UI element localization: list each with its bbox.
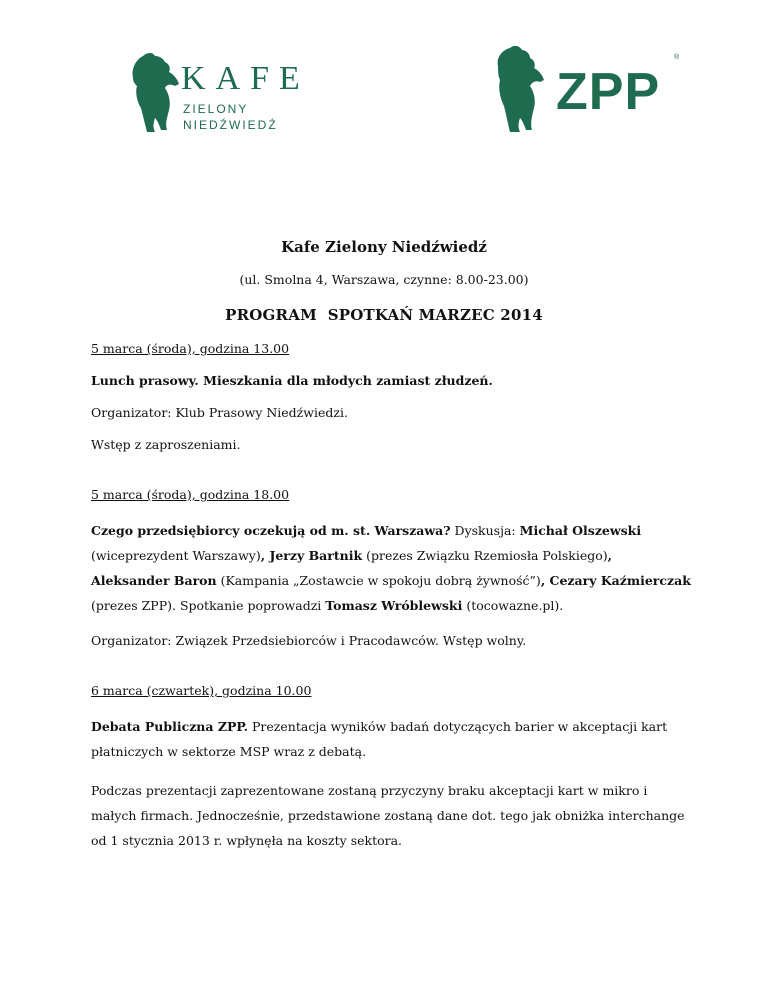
venue-title: Kafe Zielony Niedźwiedź xyxy=(281,238,487,256)
desc-part: (tocowazne.pl). xyxy=(462,598,564,613)
event-title: Lunch prasowy. Mieszkania dla młodych zamiast złudzeń. xyxy=(91,373,493,388)
desc-part: (prezes Związku Rzemiosła Polskiego) xyxy=(362,548,608,563)
desc-part: , Jerzy Bartnik xyxy=(260,548,363,563)
events-list xyxy=(91,340,691,875)
event-item xyxy=(91,340,691,454)
logo-niedzwiedz-text: NIEDŹWIEDŹ xyxy=(183,118,278,132)
logo-kafe-text: KAFE xyxy=(181,60,310,97)
desc-part: (Kampania „Zostawcie w spokoju dobrą żywność”) xyxy=(216,573,541,588)
desc-part: Michał Olszewski xyxy=(519,523,642,538)
desc-part: (prezes ZPP). Spotkanie poprowadzi xyxy=(91,598,326,613)
logo-zpp-text: ZPP xyxy=(556,63,661,121)
desc-part: Czego przedsiębiorcy oczekują od m. st. Warszawa? xyxy=(91,523,451,538)
zpp-logo xyxy=(488,44,684,134)
desc-part: , Aleksander Baron xyxy=(91,548,612,588)
event-description xyxy=(91,518,691,618)
registered-mark: ® xyxy=(674,54,680,61)
event-date: 5 marca (środa), godzina 13.00 xyxy=(91,341,290,356)
event-organizer: Organizator: Związek Przedsiebiorców i Pracodawców. Wstęp wolny. xyxy=(91,633,527,648)
event-item xyxy=(91,682,691,853)
program-heading: PROGRAM SPOTKAŃ MARZEC 2014 xyxy=(225,306,543,324)
desc-part: , Cezary Kaźmierczak xyxy=(540,573,691,588)
event-date: 5 marca (środa), godzina 18.00 xyxy=(91,487,290,502)
event-details: Podczas prezentacji zaprezentowane zostaną przyczyny braku akceptacji kart w mikro i małych firmach. Jednocześnie, przedstawione zostaną dane dot. tego jak obniżka interchange od 1 stycznia 2013 r. wpłynęła na koszty sektora. xyxy=(91,783,685,848)
event-organizer: Organizator: Klub Prasowy Niedźwiedzi. xyxy=(91,405,348,420)
event-item xyxy=(91,486,691,650)
desc-part: Prezentacja wyników badań dotyczących barier w akceptacji kart płatniczych w sektorze MSP wraz z debatą. xyxy=(91,719,668,759)
event-description xyxy=(91,714,691,764)
venue-address: (ul. Smolna 4, Warszawa, czynne: 8.00-23.00) xyxy=(239,272,529,287)
bear-icon xyxy=(488,44,558,134)
desc-part: (wiceprezydent Warszawy) xyxy=(91,548,261,563)
event-date: 6 marca (czwartek), godzina 10.00 xyxy=(91,683,312,698)
desc-part: Debata Publiczna ZPP. xyxy=(91,719,249,734)
kafe-logo xyxy=(125,48,310,138)
logo-zielony-text: ZIELONY xyxy=(183,102,249,116)
desc-part: Tomasz Wróblewski xyxy=(325,598,463,613)
event-entry: Wstęp z zaproszeniami. xyxy=(91,437,241,452)
desc-part: Dyskusja: xyxy=(450,523,520,538)
